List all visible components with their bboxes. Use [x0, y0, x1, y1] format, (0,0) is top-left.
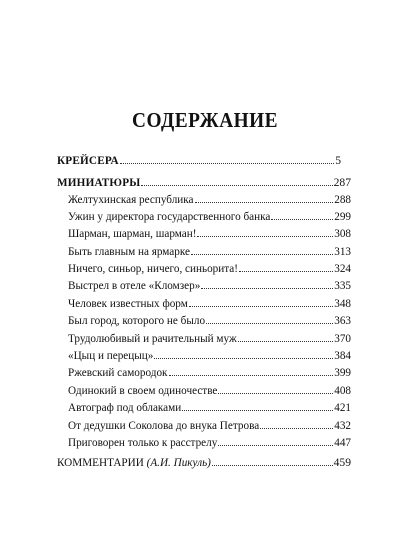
toc-entry-title: Выстрел в отеле «Кломзер»: [68, 280, 201, 292]
dot-leader: [218, 383, 333, 394]
toc-entry-page: 399: [334, 367, 351, 379]
toc-entry-page: 408: [334, 385, 351, 397]
toc-entry[interactable]: [68, 296, 351, 311]
toc-entry-page: 324: [334, 263, 351, 275]
toc-entry[interactable]: [68, 226, 351, 241]
dot-leader: [260, 418, 333, 429]
toc-entry-title: Был город, которого не было: [68, 315, 206, 327]
toc-entry[interactable]: [68, 400, 351, 415]
toc-entry-title: Шарман, шарман, шарман!: [68, 228, 197, 240]
toc-entry-page: 299: [334, 211, 351, 223]
toc-entry-kreysera[interactable]: [57, 153, 341, 168]
toc-entry-page: 308: [334, 228, 351, 240]
toc-entry-page: 363: [334, 315, 351, 327]
toc-entry[interactable]: [68, 278, 351, 293]
toc-entry-title: Автограф под облаками: [68, 402, 182, 414]
toc-entry-title: Ужин у директора государственного банка: [68, 211, 271, 223]
toc-entry-title: [57, 456, 211, 470]
dot-leader: [197, 226, 333, 237]
dot-leader: [189, 296, 333, 307]
dot-leader: [206, 313, 333, 324]
dot-leader: [238, 331, 334, 342]
toc-entry-title: Человек известных форм: [68, 298, 188, 310]
toc-entry[interactable]: [68, 192, 351, 207]
comments-author: (А.И. Пикуль): [146, 457, 211, 469]
dot-leader: [201, 278, 333, 289]
toc-entry-title: КРЕЙСЕРА: [57, 155, 119, 167]
toc-entry-title: Трудолюбивый и рачительный муж: [68, 333, 237, 345]
dot-leader: [191, 244, 333, 255]
toc-entry-title: Ржевский самородок: [68, 367, 168, 379]
toc-entry[interactable]: [68, 244, 351, 259]
dot-leader: [218, 435, 333, 446]
toc-entry[interactable]: [68, 331, 351, 346]
toc-entry-comments[interactable]: [57, 455, 351, 470]
toc-entry-page: 335: [334, 280, 351, 292]
dot-leader: [169, 365, 334, 376]
dot-leader: [212, 455, 333, 466]
dot-leader: [141, 175, 332, 186]
toc-entry-page: 370: [334, 333, 351, 345]
comments-label: КОММЕНТАРИИ: [57, 457, 147, 469]
toc-entry-title: Желтухинская республика: [68, 194, 194, 206]
toc-entry-miniatyury[interactable]: [57, 175, 351, 190]
toc-entry-page: 288: [334, 194, 351, 206]
dot-leader: [271, 209, 333, 220]
toc-entry[interactable]: [68, 383, 351, 398]
dot-leader: [154, 348, 333, 359]
toc-entry[interactable]: [68, 313, 351, 328]
toc-entry-page: 432: [334, 420, 351, 432]
toc-entry-title: Ничего, синьор, ничего, синьорита!: [68, 263, 238, 275]
dot-leader: [120, 153, 334, 164]
toc-entry-title: Приговорен только к расстрелу: [68, 437, 218, 449]
toc-entry-page: 459: [333, 456, 351, 469]
toc-entry-title: Быть главным на ярмарке: [68, 246, 190, 258]
dot-leader: [195, 192, 334, 203]
toc-entry-page: 348: [334, 298, 351, 310]
toc-entry-page: 447: [334, 437, 351, 449]
toc-entry[interactable]: [68, 365, 351, 380]
toc-entry[interactable]: [68, 435, 351, 450]
toc-entry-title: Одинокий в своем одиночестве: [68, 385, 218, 397]
page-title: СОДЕРЖАНИЕ: [132, 108, 278, 132]
toc-entry-page: 421: [334, 402, 351, 414]
toc-entry-title: МИНИАТЮРЫ: [57, 177, 141, 189]
toc-entry-page: 287: [333, 176, 351, 189]
toc-entry[interactable]: [68, 348, 351, 363]
toc-entry[interactable]: [68, 418, 351, 433]
toc-entry-title: «Цыц и перецыц»: [68, 350, 154, 362]
toc-entry[interactable]: [68, 261, 351, 276]
toc-entry-title: От дедушки Соколова до внука Петрова: [68, 420, 260, 432]
toc-entry[interactable]: [68, 209, 351, 224]
dot-leader: [182, 400, 333, 411]
toc-entry-page: 5: [335, 154, 341, 167]
toc-entry-page: 384: [334, 350, 351, 362]
toc-entry-page: 313: [334, 246, 351, 258]
dot-leader: [239, 261, 333, 272]
